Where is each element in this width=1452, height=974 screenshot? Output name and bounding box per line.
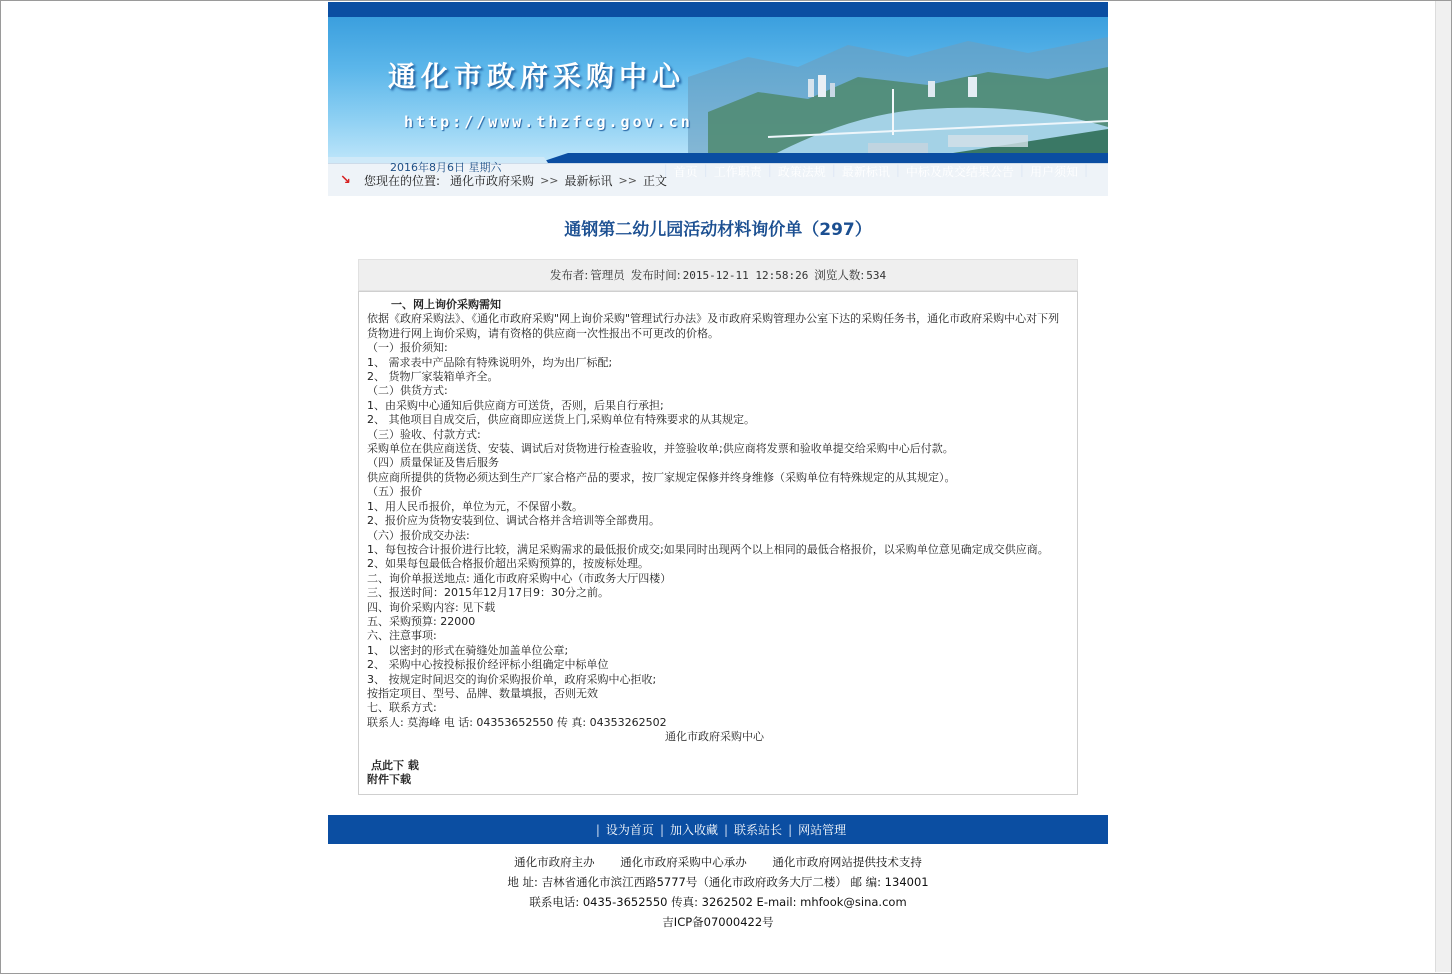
- article-line: 按指定项目、型号、品牌、数量填报，否则无效: [367, 686, 598, 700]
- attachment-download-link[interactable]: 附件下载: [367, 773, 411, 786]
- article-line: 依据《政府采购法》、《通化市政府采购"网上询价采购"管理试行办法》及市政府采购管理办公室下达的采购任务书，通化市政府采购中心对下列货物进行网上询价采购，请有资格的供应商一次性报出不可更改的价格。: [367, 312, 1060, 340]
- article-line: （五）报价: [367, 485, 422, 499]
- article-line: 2、 采购中心按投标报价经评标小组确定中标单位: [367, 658, 609, 672]
- section-heading: 一、网上询价采购需知: [391, 298, 501, 311]
- publisher: 管理员: [590, 268, 625, 282]
- signature: 通化市政府采购中心: [665, 730, 764, 744]
- site-url: http://www.thzfcg.gov.cn: [404, 113, 693, 131]
- breadcrumb-current: 正文: [642, 173, 667, 188]
- article-meta: [358, 259, 1078, 291]
- article-line: 2、 货物厂家装箱单齐全。: [367, 370, 499, 384]
- sponsor: 通化市政府主办: [514, 855, 595, 869]
- nav-policies[interactable]: 政策法规: [777, 165, 826, 179]
- top-bar: [328, 2, 1108, 17]
- article-line: 1、 需求表中产品除有特殊说明外，均为出厂标配;: [367, 355, 613, 369]
- article-line: （二）供货方式:: [367, 384, 448, 398]
- publisher-label: 发布者:: [549, 268, 589, 282]
- footer-contact: 联系电话: 0435-3652550 传真: 3262502 E-mail: mhfook@sina.com: [529, 895, 907, 909]
- page-container: [328, 2, 1108, 930]
- current-date: 2016年8月6日 星期六: [390, 161, 502, 174]
- header-banner: [328, 17, 1108, 179]
- arrow-icon: ↘: [340, 172, 351, 188]
- views-label: 浏览人数:: [814, 268, 865, 282]
- article-title: 通钢第二幼儿园活动材料询价单（297）: [564, 220, 872, 240]
- article-line: 供应商所提供的货物必须达到生产厂家合格产品的要求，按厂家规定保修并终身维修（采购单位有特殊规定的从其规定）。: [367, 470, 956, 484]
- footer-credits: [328, 854, 1108, 870]
- article-line: （一）报价须知:: [367, 341, 448, 355]
- tech-support: 通化市政府网站提供技术支持: [772, 855, 922, 869]
- article-line: 采购单位在供应商送货、安装、调试后对货物进行检查验收，并签验收单;供应商将发票和验收单提交给采购中心后付款。: [367, 442, 954, 456]
- main-nav: | 首页 | 工作职责 | 政策法规 | 最新标讯 | 中标及成交结果公告 | 用户须知 |: [663, 163, 1088, 179]
- site-admin-link[interactable]: 网站管理: [798, 823, 847, 837]
- article-line: （六）报价成交办法:: [367, 528, 470, 542]
- article-line: 2、报价应为货物安装到位、调试合格并含培训等全部费用。: [367, 514, 660, 528]
- article-line: 七、联系方式:: [367, 701, 437, 715]
- add-favorite-link[interactable]: 加入收藏: [669, 823, 718, 837]
- nav-award-results[interactable]: 中标及成交结果公告: [905, 165, 1014, 179]
- article-line: 二、询价单报送地点: 通化市政府采购中心（市政务大厅四楼）: [367, 571, 672, 585]
- site-title: 通化市政府采购中心: [388, 60, 686, 93]
- organizer: 通化市政府采购中心承办: [620, 855, 747, 869]
- breadcrumb-latest[interactable]: 最新标讯: [564, 173, 613, 188]
- article-line: 2、如果每包最低合格报价超出采购预算的，按废标处理。: [367, 557, 649, 571]
- download-link[interactable]: 点此下 载: [371, 758, 419, 772]
- nav-duties[interactable]: 工作职责: [713, 165, 762, 179]
- article-line: 1、每包按合计报价进行比较，满足采购需求的最低报价成交;如果同时出现两个以上相同的最低合格报价，以采购单位意见确定成交供应商。: [367, 542, 1049, 556]
- article-line: （四）质量保证及售后服务: [367, 456, 499, 470]
- footer-address: 地 址: 吉林省通化市滨江西路5777号（通化市政府政务大厅二楼） 邮 编: 134001: [507, 875, 929, 889]
- article-line: 1、用人民币报价，单位为元，不保留小数。: [367, 499, 583, 513]
- nav-latest-tenders[interactable]: 最新标讯: [841, 165, 890, 179]
- set-homepage-link[interactable]: 设为首页: [605, 823, 654, 837]
- contact-webmaster-link[interactable]: 联系站长: [734, 823, 783, 837]
- article-line: （三）验收、付款方式:: [367, 427, 481, 441]
- publish-time-label: 发布时间:: [630, 268, 681, 282]
- footer-icp: 吉ICP备07000422号: [662, 915, 774, 929]
- article-line: 1、由采购中心通知后供应商方可送货，否则，后果自行承担;: [367, 398, 664, 412]
- article-line: 四、询价采购内容: 见下载: [367, 600, 496, 614]
- breadcrumb-home[interactable]: 通化市政府采购: [450, 173, 535, 188]
- nav-user-guide[interactable]: 用户须知: [1029, 165, 1078, 179]
- breadcrumb-label: 您现在的位置:: [364, 173, 441, 188]
- article-body: [358, 291, 1078, 795]
- article-line: 3、 按规定时间迟交的询价采购报价单，政府采购中心拒收;: [367, 672, 657, 686]
- vertical-scrollbar[interactable]: [1435, 1, 1451, 972]
- article-line: 2、 其他项目自成交后，供应商即应送货上门,采购单位有特殊要求的从其规定。: [367, 413, 755, 427]
- article-lines: [367, 312, 1069, 730]
- article-line: 六、注意事项:: [367, 629, 437, 643]
- breadcrumb-separator: >>: [618, 173, 637, 187]
- article-line: 五、采购预算: 22000: [367, 614, 476, 628]
- breadcrumb-separator: >>: [540, 173, 559, 187]
- article-line: 1、 以密封的形式在骑缝处加盖单位公章;: [367, 643, 569, 657]
- publish-time: 2015-12-11 12:58:26: [682, 268, 809, 282]
- nav-home[interactable]: 首页: [673, 165, 698, 179]
- article-line: 三、报送时间：2015年12月17日9：30分之前。: [367, 586, 609, 600]
- article-line: 联系人: 莫海峰 电 话: 04353652550 传 真: 04353262502: [367, 715, 667, 729]
- views-count: 534: [866, 268, 887, 282]
- footer-nav: | 设为首页 | 加入收藏 | 联系站长 | 网站管理: [328, 815, 1108, 844]
